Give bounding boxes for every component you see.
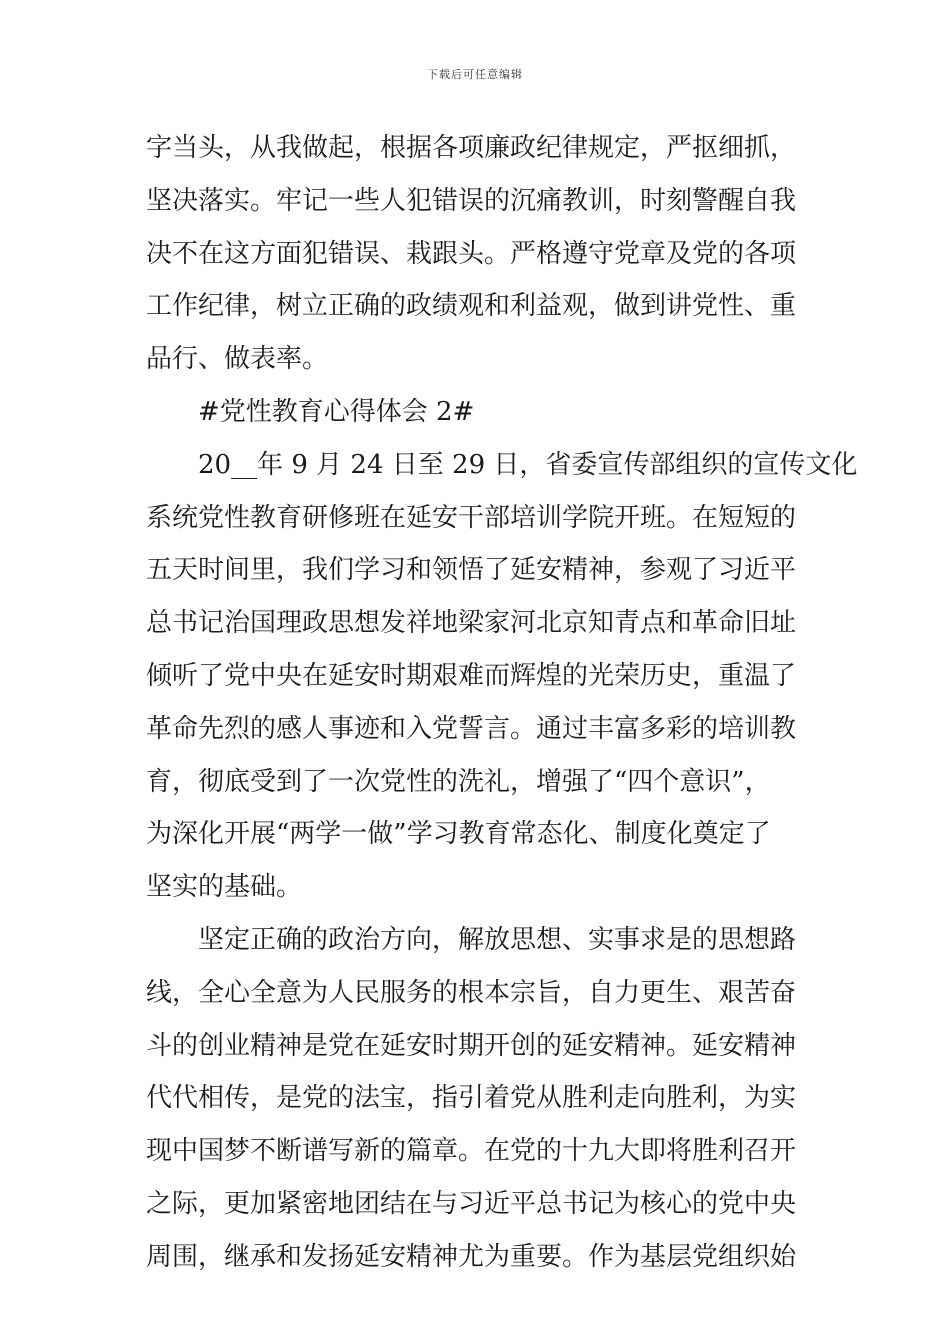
text-line: 之际，更加紧密地团结在与习近平总书记为核心的党中央 [146,1188,797,1219]
text-line: 周围，继承和发扬延安精神尤为重要。作为基层党组织始 [146,1241,797,1272]
text-line: 品行、做表率。 [146,344,329,375]
text-line: 系统党性教育研修班在延安干部培训学院开班。在短短的 [146,502,797,533]
text-line: 坚定正确的政治方向，解放思想、实事求是的思想路 [198,924,797,955]
body-text [146,126,858,1288]
text-line: 决不在这方面犯错误、栽跟头。严格遵守党章及党的各项 [146,238,797,269]
text-line: 坚决落实。牢记一些人犯错误的沉痛教训，时刻警醒自我 [146,185,797,216]
text-line: 倾听了党中央在延安时期艰难而辉煌的光荣历史，重温了 [146,660,797,691]
text-line: 代代相传，是党的法宝，指引着党从胜利走向胜利，为实 [146,1083,797,1114]
text-line: 为深化开展“两学一做”学习教育常态化、制度化奠定了 [146,819,771,850]
text-line: 字当头，从我做起，根据各项廉政纪律规定，严抠细抓， [146,133,797,163]
header-note: 下载后可任意编辑 [427,68,523,81]
text-line: 现中国梦不断谱写新的篇章。在党的十九大即将胜利召开 [146,1136,797,1167]
text-line: 线，全心全意为人民服务的根本宗旨，自力更生、艰苦奋 [146,977,797,1008]
text-line: 革命先烈的感人事迹和入党誓言。通过丰富多彩的培训教 [146,713,797,744]
text-line: 总书记治国理政思想发祥地梁家河北京知青点和革命旧址 [146,608,797,639]
text-line: 五天时间里，我们学习和领悟了延安精神，参观了习近平 [146,555,797,586]
text-line: 20__年 9 月 24 日至 29 日，省委宣传部组织的宣传文化 [198,449,858,480]
text-line: 斗的创业精神是党在延安时期开创的延安精神。延安精神 [146,1030,797,1061]
section-heading: #党性教育心得体会 2# [198,396,475,427]
text-line: 工作纪律，树立正确的政绩观和利益观，做到讲党性、重 [146,291,797,322]
text-line: 育，彻底受到了一次党性的洗礼，增强了“四个意识”， [146,766,771,797]
text-line: 坚实的基础。 [146,872,303,903]
